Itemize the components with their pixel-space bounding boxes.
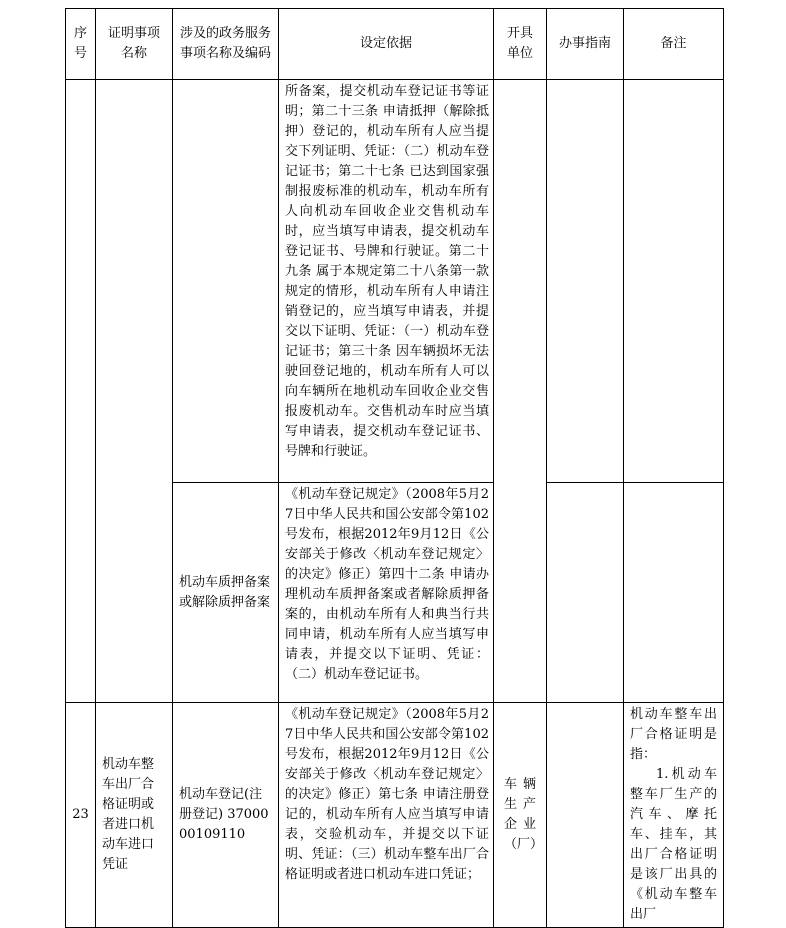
cell-issuer-23: 车辆生产企业（厂） [494,703,547,928]
cell-service-pledge: 机动车质押备案或解除质押备案 [173,483,279,703]
cell-guide-empty [547,80,624,483]
cell-basis-pledge: 《机动车登记规定》（2008年5月27日中华人民共和国公安部令第102号发布，根据2012年9月12日《公安部关于修改〈机动车登记规定〉的决定》修正）第四十二条 申请办理机动车质押备案或者解除质押备案的，由机动车所有人和典当行共同申请，机动车所有人应当填写申请表，并提交以下证明、凭证：（二）机动车登记证书。 [279,483,494,703]
cell-service-23: 机动车登记(注册登记) 3700000109110 [173,703,279,928]
cell-guide-empty [547,483,624,703]
cell-note-empty [624,80,724,483]
cell-seq-empty [66,80,96,703]
cell-item-23: 机动车整车出厂合格证明或者进口机动车进口凭证 [96,703,173,928]
note-body: 1.机动车整车厂生产的汽车、摩托车、挂车，其出厂合格证明是该厂出具的《机动车整车出厂 [630,767,717,922]
header-row [66,9,724,80]
cell-note-empty [624,483,724,703]
cell-seq-23: 23 [66,703,96,928]
cell-note-23 [624,703,724,928]
header-basis: 设定依据 [279,9,494,80]
cell-issuer-empty [494,80,547,703]
cell-service-empty [173,80,279,483]
cell-guide-23 [547,703,624,928]
cell-basis-23: 《机动车登记规定》（2008年5月27日中华人民共和国公安部令第102号发布，根据2012年9月12日《公安部关于修改〈机动车登记规定〉的决定》修正）第七条 申请注册登记的，机动车所有人应当填写申请表，交验机动车，并提交以下证明、凭证：（三）机动车整车出厂合格证明或者进口机动车进口凭证； [279,703,494,928]
cell-basis-continued: 所备案，提交机动车登记证书等证明；第二十三条 申请抵押（解除抵押）登记的，机动车所有人应当提交下列证明、凭证：（二）机动车登记证书；第二十七条 已达到国家强制报废标准的机动车，机动车所有人向机动车回收企业交售机动车时，应当填写申请表，提交机动车登记证书、号牌和行驶证。第二十九条 属于本规定第二十八条第一款规定的情形，机动车所有人申请注销登记的，应当填写申请表，并提交以下证明、凭证：（一）机动车登记证书；第三十条 因车辆损坏无法驶回登记地的，机动车所有人可以向车辆所在地机动车回收企业交售报废机动车。交售机动车时应当填写申请表，提交机动车登记证书、号牌和行驶证。 [279,80,494,483]
header-service: 涉及的政务服务事项名称及编码 [173,9,279,80]
table-row [66,80,724,483]
table-row [66,703,724,928]
note-lead: 机动车整车出厂合格证明是指： [630,707,717,762]
cell-item-empty [96,80,173,703]
header-item: 证明事项名称 [96,9,173,80]
header-guide: 办事指南 [547,9,624,80]
header-seq: 序号 [66,9,96,80]
header-note: 备注 [624,9,724,80]
certificate-table [65,8,724,928]
header-issuer: 开具单位 [494,9,547,80]
